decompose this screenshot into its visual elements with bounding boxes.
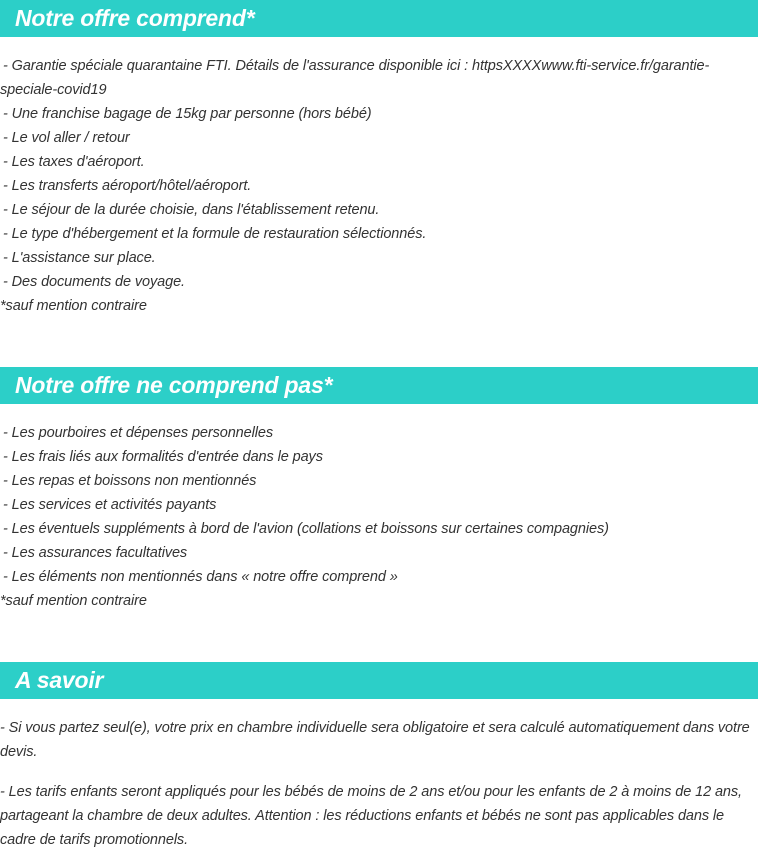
excluded-list xyxy=(0,421,758,589)
excluded-banner xyxy=(0,367,758,404)
included-section xyxy=(0,0,758,318)
info-paragraph: - Les tarifs enfants seront appliqués pour les bébés de moins de 2 ans et/ou pour les enfants de 2 à moins de 12 ans, partageant la chambre de deux adultes. Attention : les réductions enfants et bébés ne sont pas applicables dans le cadre de tarifs promotionnels. xyxy=(0,784,742,848)
list-item: - Les éventuels suppléments à bord de l'avion (collations et boissons sur certaines compagnies) xyxy=(3,521,609,537)
list-item: - Les repas et boissons non mentionnés xyxy=(3,473,257,489)
included-banner xyxy=(0,0,758,37)
list-item: - Le type d'hébergement et la formule de restauration sélectionnés. xyxy=(3,226,427,242)
info-section xyxy=(0,662,758,852)
list-item: - Les éléments non mentionnés dans « notre offre comprend » xyxy=(3,569,398,585)
excluded-title: Notre offre ne comprend pas* xyxy=(15,372,333,398)
list-item: - Les frais liés aux formalités d'entrée dans le pays xyxy=(3,449,323,465)
list-item: - Garantie spéciale quarantaine FTI. Détails de l'assurance disponible ici : httpsXXXXwww.fti-service.fr/garantie-speciale-covid19 xyxy=(0,58,710,98)
included-note: *sauf mention contraire xyxy=(0,298,147,314)
included-title: Notre offre comprend* xyxy=(15,5,255,31)
info-paragraph: - Si vous partez seul(e), votre prix en chambre individuelle sera obligatoire et sera calculé automatiquement dans votre devis. xyxy=(0,720,750,760)
list-item: - Une franchise bagage de 15kg par personne (hors bébé) xyxy=(3,106,372,122)
list-item: - Les taxes d'aéroport. xyxy=(3,154,145,170)
list-item: - Le vol aller / retour xyxy=(3,130,130,146)
list-item: - L'assistance sur place. xyxy=(3,250,156,266)
included-list xyxy=(0,54,758,294)
list-item: - Le séjour de la durée choisie, dans l'établissement retenu. xyxy=(3,202,380,218)
excluded-note: *sauf mention contraire xyxy=(0,593,147,609)
info-title: A savoir xyxy=(15,667,104,693)
list-item: - Les services et activités payants xyxy=(3,497,217,513)
list-item: - Les pourboires et dépenses personnelles xyxy=(3,425,273,441)
info-banner xyxy=(0,662,758,699)
excluded-section xyxy=(0,367,758,613)
list-item: - Les assurances facultatives xyxy=(3,545,188,561)
list-item: - Des documents de voyage. xyxy=(3,274,185,290)
list-item: - Les transferts aéroport/hôtel/aéroport. xyxy=(3,178,252,194)
